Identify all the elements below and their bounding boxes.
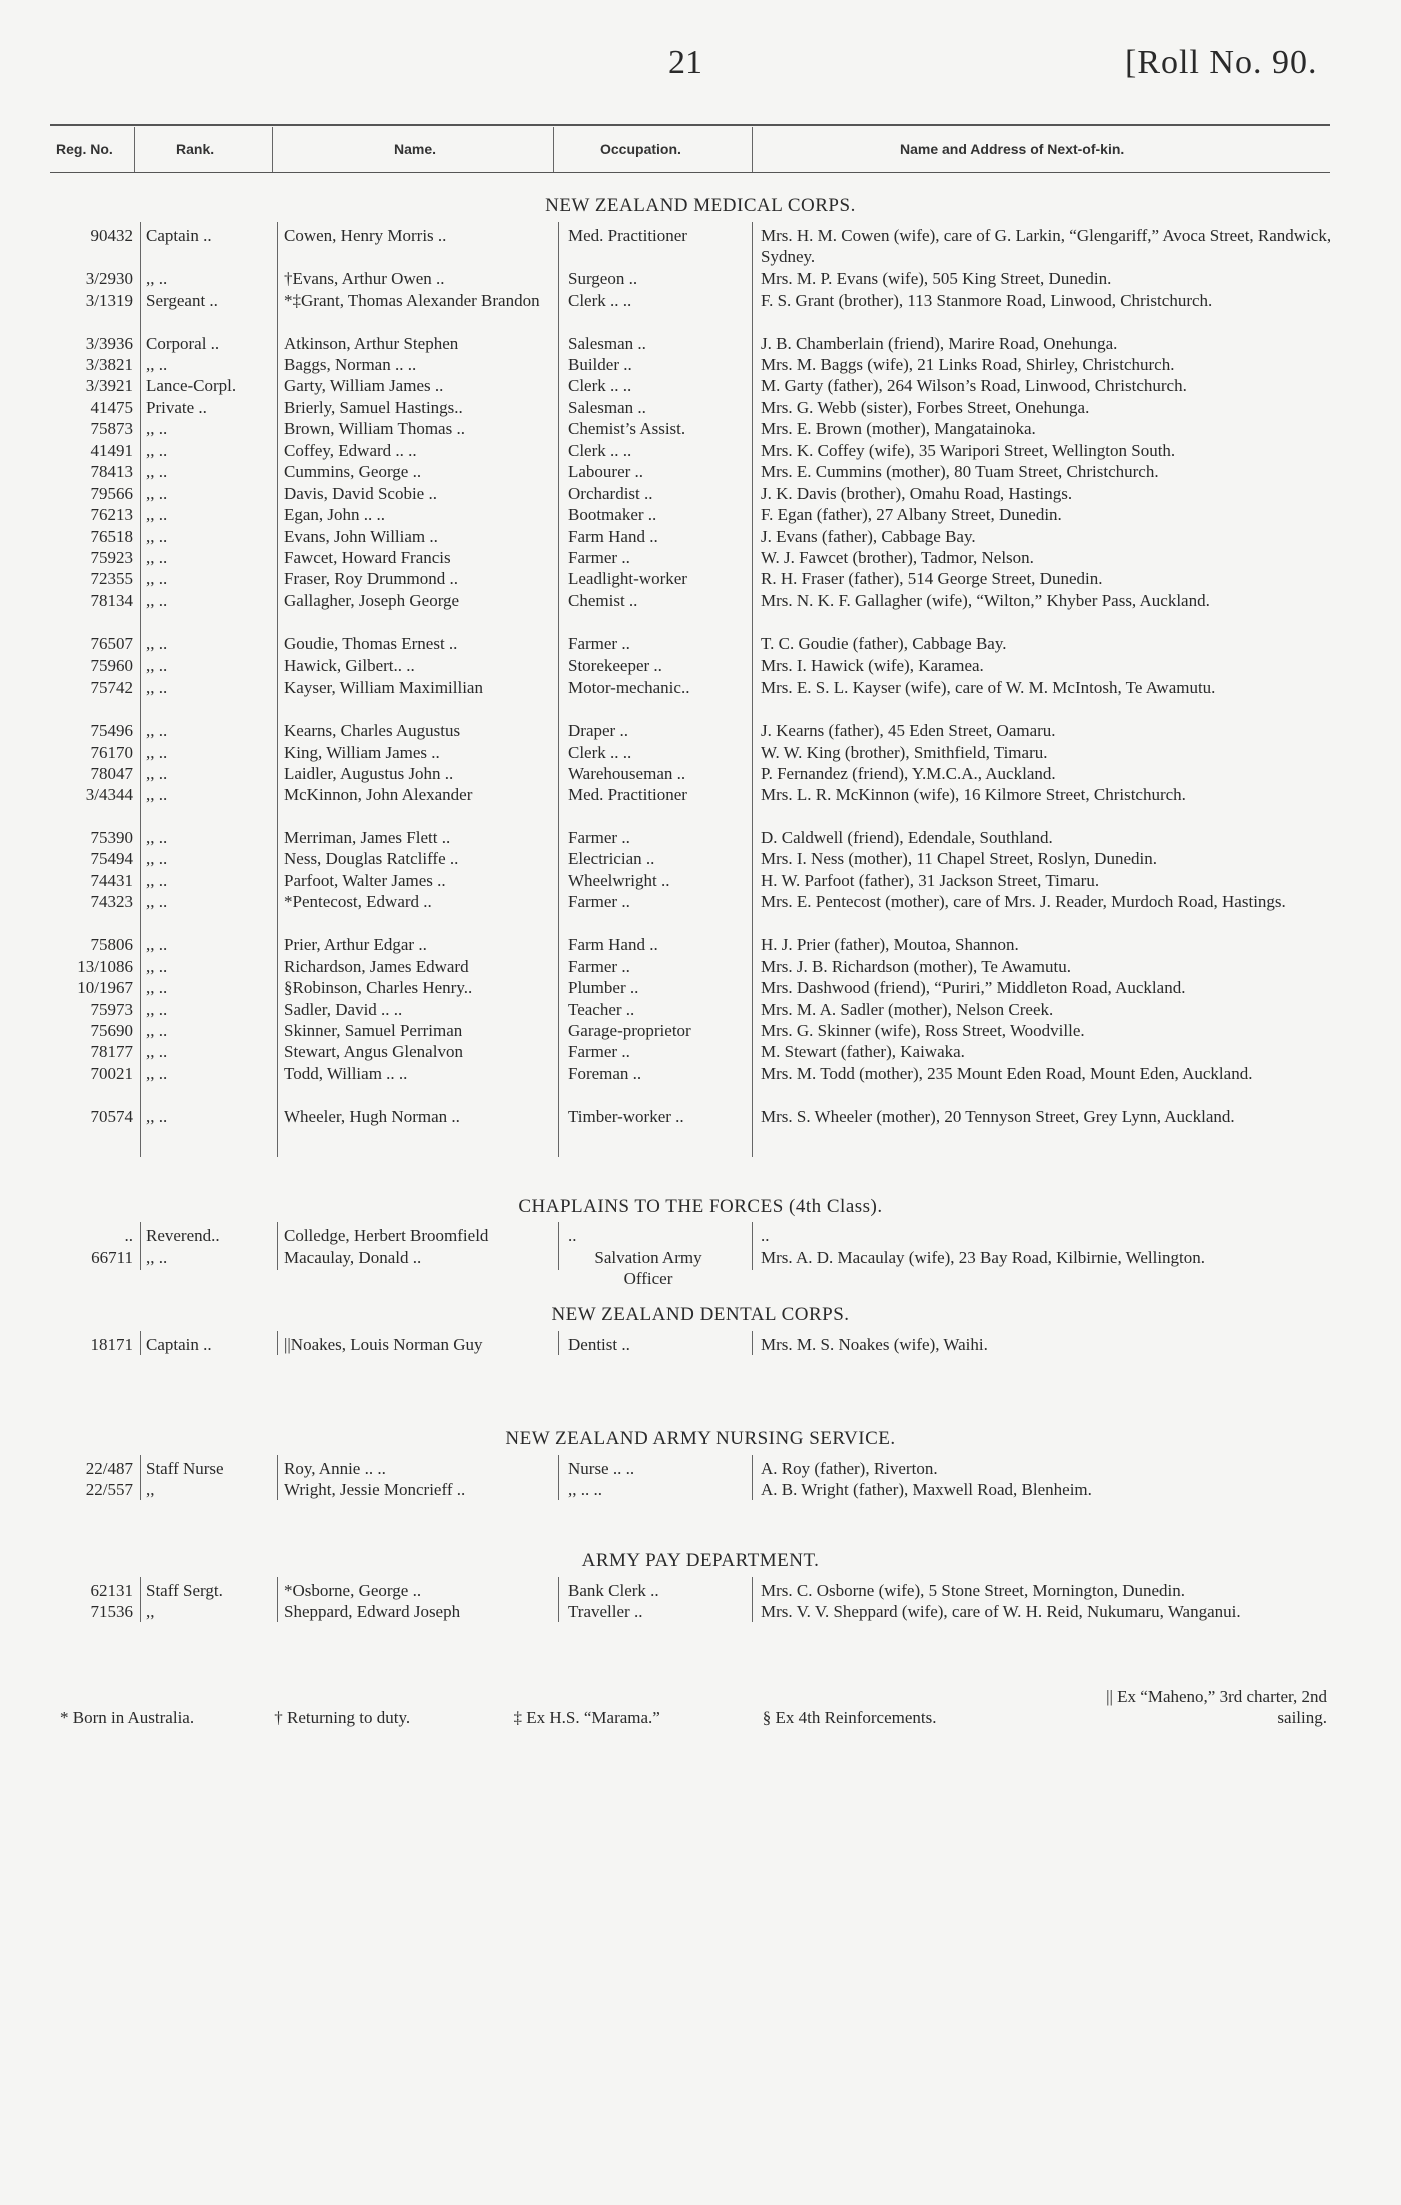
col-reg-header: Reg. No. xyxy=(56,141,113,157)
reg-number: 75494 xyxy=(90,849,133,868)
header-rule-bottom xyxy=(50,172,1330,173)
rank: ,, .. xyxy=(146,441,168,460)
soldier-name: Sadler, David .. .. xyxy=(284,1000,403,1019)
reg-number: 90432 xyxy=(90,226,133,245)
soldier-name: §Robinson, Charles Henry.. xyxy=(284,978,473,997)
occupation: Farmer .. xyxy=(568,548,630,567)
reg-number: 76507 xyxy=(90,634,133,653)
soldier-name: McKinnon, John Alexander xyxy=(284,785,473,804)
col-divider xyxy=(277,1222,278,1270)
reg-number: 62131 xyxy=(90,1581,133,1600)
reg-number: 71536 xyxy=(90,1602,133,1621)
rank: ,, .. xyxy=(146,743,168,762)
reg-number: 70021 xyxy=(90,1064,133,1083)
soldier-name: ||Noakes, Louis Norman Guy xyxy=(284,1335,483,1354)
reg-number: 74431 xyxy=(90,871,133,890)
next-of-kin: .. xyxy=(761,1226,770,1245)
reg-number: 75742 xyxy=(90,678,133,697)
soldier-name: Sheppard, Edward Joseph xyxy=(284,1602,461,1621)
rank: ,, .. xyxy=(146,1021,168,1040)
reg-number: 76213 xyxy=(90,505,133,524)
occupation: Storekeeper .. xyxy=(568,656,662,675)
occupation: Electrician .. xyxy=(568,849,655,868)
next-of-kin: Mrs. C. Osborne (wife), 5 Stone Street, Mornington, Dunedin. xyxy=(761,1581,1186,1600)
reg-number: 3/3821 xyxy=(85,355,133,374)
rank: ,, xyxy=(146,1480,155,1499)
occupation: Clerk .. .. xyxy=(568,291,632,310)
reg-number: 76170 xyxy=(90,743,133,762)
reg-number: 22/557 xyxy=(85,1480,133,1499)
reg-number: 13/1086 xyxy=(77,957,133,976)
soldier-name: Ness, Douglas Ratcliffe .. xyxy=(284,849,459,868)
next-of-kin: A. B. Wright (father), Maxwell Road, Blenheim. xyxy=(761,1480,1092,1499)
reg-number: 3/4344 xyxy=(85,785,133,804)
next-of-kin: P. Fernandez (friend), Y.M.C.A., Auckland. xyxy=(761,764,1056,783)
soldier-name: Parfoot, Walter James .. xyxy=(284,871,446,890)
reg-number: 3/3921 xyxy=(85,376,133,395)
occupation: Timber-worker .. xyxy=(568,1107,684,1126)
rank: Captain .. xyxy=(146,1335,212,1354)
footnote: § Ex 4th Reinforcements. xyxy=(762,1708,937,1727)
footnote: || Ex “Maheno,” 3rd charter, 2nd sailing. xyxy=(1106,1687,1327,1727)
col-divider xyxy=(558,1455,559,1500)
soldier-name: Cowen, Henry Morris .. xyxy=(284,226,447,245)
col-divider xyxy=(752,1222,753,1270)
next-of-kin: Mrs. H. M. Cowen (wife), care of G. Larkin, “Glengariff,” Avoca Street, Randwick, Sydney. xyxy=(761,226,1332,266)
soldier-name: King, William James .. xyxy=(284,743,440,762)
rank: ,, .. xyxy=(146,634,168,653)
next-of-kin: Mrs. A. D. Macaulay (wife), 23 Bay Road, Kilbirnie, Wellington. xyxy=(761,1248,1206,1267)
rank: ,, .. xyxy=(146,935,168,954)
soldier-name: Merriman, James Flett .. xyxy=(284,828,451,847)
soldier-name: Prier, Arthur Edgar .. xyxy=(284,935,427,954)
col-divider xyxy=(558,1577,559,1622)
occupation: Labourer .. xyxy=(568,462,644,481)
next-of-kin: Mrs. M. Todd (mother), 235 Mount Eden Road, Mount Eden, Auckland. xyxy=(761,1064,1253,1083)
page-number: 21 xyxy=(668,44,702,81)
occupation: Med. Practitioner xyxy=(568,226,687,245)
next-of-kin: Mrs. G. Webb (sister), Forbes Street, Onehunga. xyxy=(761,398,1090,417)
section-title: CHAPLAINS TO THE FORCES (4th Class). xyxy=(518,1196,883,1217)
reg-number: 75496 xyxy=(90,721,133,740)
col-divider xyxy=(140,1577,141,1622)
col-divider xyxy=(752,1455,753,1500)
next-of-kin: Mrs. K. Coffey (wife), 35 Waripori Street, Wellington South. xyxy=(761,441,1176,460)
next-of-kin: Mrs. V. V. Sheppard (wife), care of W. H. Reid, Nukumaru, Wanganui. xyxy=(761,1602,1241,1621)
occupation: Clerk .. .. xyxy=(568,743,632,762)
reg-number: 76518 xyxy=(90,527,133,546)
next-of-kin: Mrs. E. Cummins (mother), 80 Tuam Street, Christchurch. xyxy=(761,462,1159,481)
soldier-name: Goudie, Thomas Ernest .. xyxy=(284,634,458,653)
rank: Corporal .. xyxy=(146,334,220,353)
reg-number: 75923 xyxy=(90,548,133,567)
occupation: Draper .. xyxy=(568,721,628,740)
reg-number: 3/1319 xyxy=(85,291,133,310)
occupation: Motor-mechanic.. xyxy=(568,678,690,697)
col-name-header: Name. xyxy=(394,141,437,157)
rank: ,, .. xyxy=(146,764,168,783)
soldier-name: Macaulay, Donald .. xyxy=(284,1248,422,1267)
rank: ,, .. xyxy=(146,419,168,438)
col-occupation-header: Occupation. xyxy=(600,141,681,157)
soldier-name: Richardson, James Edward xyxy=(284,957,469,976)
occupation: Warehouseman .. xyxy=(568,764,686,783)
next-of-kin: D. Caldwell (friend), Edendale, Southland. xyxy=(761,828,1053,847)
reg-number: 75873 xyxy=(90,419,133,438)
occupation: Salvation Army Officer xyxy=(594,1248,702,1288)
reg-number: 75806 xyxy=(90,935,133,954)
rank: ,, .. xyxy=(146,505,168,524)
soldier-name: Laidler, Augustus John .. xyxy=(284,764,454,783)
next-of-kin: Mrs. G. Skinner (wife), Ross Street, Woodville. xyxy=(761,1021,1085,1040)
soldier-name: Coffey, Edward .. .. xyxy=(284,441,417,460)
next-of-kin: Mrs. E. S. L. Kayser (wife), care of W. M. McIntosh, Te Awamutu. xyxy=(761,678,1216,697)
soldier-name: *Osborne, George .. xyxy=(284,1581,422,1600)
rank: ,, .. xyxy=(146,591,168,610)
next-of-kin: H. J. Prier (father), Moutoa, Shannon. xyxy=(761,935,1019,954)
occupation: Salesman .. xyxy=(568,398,646,417)
reg-number: 72355 xyxy=(90,569,133,588)
rank: ,, .. xyxy=(146,721,168,740)
next-of-kin: Mrs. M. A. Sadler (mother), Nelson Creek. xyxy=(761,1000,1054,1019)
occupation: Farmer .. xyxy=(568,634,630,653)
rank: ,, .. xyxy=(146,484,168,503)
occupation: Farmer .. xyxy=(568,828,630,847)
soldier-name: Colledge, Herbert Broomfield xyxy=(284,1226,489,1245)
rank: ,, .. xyxy=(146,548,168,567)
next-of-kin: Mrs. N. K. F. Gallagher (wife), “Wilton,” Khyber Pass, Auckland. xyxy=(761,591,1210,610)
soldier-name: Stewart, Angus Glenalvon xyxy=(284,1042,463,1061)
soldier-name: Fawcet, Howard Francis xyxy=(284,548,451,567)
rank: ,, .. xyxy=(146,269,168,288)
next-of-kin: J. Kearns (father), 45 Eden Street, Oamaru. xyxy=(761,721,1056,740)
next-of-kin: R. H. Fraser (father), 514 George Street, Dunedin. xyxy=(761,569,1103,588)
next-of-kin: J. Evans (father), Cabbage Bay. xyxy=(761,527,976,546)
next-of-kin: Mrs. M. S. Noakes (wife), Waihi. xyxy=(761,1335,988,1354)
soldier-name: Kearns, Charles Augustus xyxy=(284,721,461,740)
reg-number: 70574 xyxy=(90,1107,133,1126)
reg-number: 75690 xyxy=(90,1021,133,1040)
rank: ,, .. xyxy=(146,871,168,890)
next-of-kin: Mrs. E. Brown (mother), Mangatainoka. xyxy=(761,419,1036,438)
col-divider xyxy=(277,1331,278,1355)
occupation: Teacher .. xyxy=(568,1000,635,1019)
next-of-kin: Mrs. J. B. Richardson (mother), Te Awamutu. xyxy=(761,957,1071,976)
col-divider xyxy=(140,1455,141,1500)
col-divider xyxy=(277,1577,278,1622)
rank: ,, .. xyxy=(146,462,168,481)
header-rule-top xyxy=(50,124,1330,126)
occupation: Bank Clerk .. xyxy=(568,1581,659,1600)
next-of-kin: M. Garty (father), 264 Wilson’s Road, Linwood, Christchurch. xyxy=(761,376,1187,395)
occupation: Dentist .. xyxy=(568,1335,630,1354)
col-divider xyxy=(277,222,278,1157)
reg-number: 22/487 xyxy=(85,1459,133,1478)
reg-number: .. xyxy=(124,1226,133,1245)
reg-number: 75973 xyxy=(90,1000,133,1019)
rank: Sergeant .. xyxy=(146,291,218,310)
rank: ,, .. xyxy=(146,892,168,911)
section-title: NEW ZEALAND DENTAL CORPS. xyxy=(551,1304,850,1325)
rank: Captain .. xyxy=(146,226,212,245)
section-title: NEW ZEALAND ARMY NURSING SERVICE. xyxy=(505,1428,896,1449)
col-divider xyxy=(752,127,753,172)
soldier-name: Wright, Jessie Moncrieff .. xyxy=(284,1480,466,1499)
soldier-name: Fraser, Roy Drummond .. xyxy=(284,569,459,588)
col-divider xyxy=(558,1331,559,1355)
next-of-kin: Mrs. I. Hawick (wife), Karamea. xyxy=(761,656,984,675)
soldier-name: Todd, William .. .. xyxy=(284,1064,408,1083)
col-rank-header: Rank. xyxy=(176,141,215,157)
col-nok-header: Name and Address of Next-of-kin. xyxy=(900,141,1125,157)
occupation: Salesman .. xyxy=(568,334,646,353)
rank: ,, .. xyxy=(146,355,168,374)
footnote: † Returning to duty. xyxy=(274,1708,411,1727)
rank: ,, .. xyxy=(146,1248,168,1267)
col-divider xyxy=(752,1577,753,1622)
occupation: Nurse .. .. xyxy=(568,1459,635,1478)
footnote: * Born in Australia. xyxy=(60,1708,195,1727)
occupation: Traveller .. xyxy=(568,1602,643,1621)
reg-number: 3/3936 xyxy=(85,334,133,353)
next-of-kin: Mrs. L. R. McKinnon (wife), 16 Kilmore Street, Christchurch. xyxy=(761,785,1186,804)
rank: ,, .. xyxy=(146,1064,168,1083)
col-divider xyxy=(277,1455,278,1500)
soldier-name: *Pentecost, Edward .. xyxy=(284,892,432,911)
next-of-kin: Mrs. S. Wheeler (mother), 20 Tennyson Street, Grey Lynn, Auckland. xyxy=(761,1107,1235,1126)
occupation: Bootmaker .. xyxy=(568,505,657,524)
col-divider xyxy=(558,1222,559,1270)
reg-number: 78047 xyxy=(90,764,133,783)
rank: Staff Sergt. xyxy=(146,1581,223,1600)
rank: ,, .. xyxy=(146,678,168,697)
occupation: Clerk .. .. xyxy=(568,441,632,460)
rank: Lance-Corpl. xyxy=(146,376,237,395)
col-divider xyxy=(134,127,135,172)
next-of-kin: H. W. Parfoot (father), 31 Jackson Street, Timaru. xyxy=(761,871,1100,890)
occupation: Chemist .. xyxy=(568,591,638,610)
reg-number: 78413 xyxy=(90,462,133,481)
rank: ,, .. xyxy=(146,569,168,588)
occupation: Orchardist .. xyxy=(568,484,653,503)
occupation: Plumber .. xyxy=(568,978,639,997)
soldier-name: Brierly, Samuel Hastings.. xyxy=(284,398,463,417)
occupation: Med. Practitioner xyxy=(568,785,687,804)
rank: ,, .. xyxy=(146,1000,168,1019)
col-divider xyxy=(140,1222,141,1270)
next-of-kin: T. C. Goudie (father), Cabbage Bay. xyxy=(761,634,1007,653)
reg-number: 18171 xyxy=(90,1335,133,1354)
col-divider xyxy=(752,1331,753,1355)
roll-number: [Roll No. 90. xyxy=(1125,44,1318,81)
col-divider xyxy=(553,127,554,172)
next-of-kin: Mrs. Dashwood (friend), “Puriri,” Middleton Road, Auckland. xyxy=(761,978,1186,997)
rank: ,, .. xyxy=(146,527,168,546)
reg-number: 74323 xyxy=(90,892,133,911)
reg-number: 78177 xyxy=(90,1042,133,1061)
next-of-kin: W. W. King (brother), Smithfield, Timaru. xyxy=(761,743,1048,762)
reg-number: 41491 xyxy=(90,441,133,460)
reg-number: 78134 xyxy=(90,591,133,610)
soldier-name: Brown, William Thomas .. xyxy=(284,419,465,438)
occupation: Wheelwright .. xyxy=(568,871,670,890)
soldier-name: Roy, Annie .. .. xyxy=(284,1459,386,1478)
col-divider xyxy=(140,1331,141,1355)
soldier-name: Wheeler, Hugh Norman .. xyxy=(284,1107,460,1126)
soldier-name: *‡Grant, Thomas Alexander Brandon xyxy=(284,291,540,310)
reg-number: 75960 xyxy=(90,656,133,675)
occupation: Leadlight-worker xyxy=(568,569,687,588)
next-of-kin: Mrs. I. Ness (mother), 11 Chapel Street, Roslyn, Dunedin. xyxy=(761,849,1157,868)
rank: ,, .. xyxy=(146,849,168,868)
next-of-kin: A. Roy (father), Riverton. xyxy=(761,1459,938,1478)
occupation: Foreman .. xyxy=(568,1064,642,1083)
footnotes xyxy=(60,1686,1350,1728)
soldier-name: Atkinson, Arthur Stephen xyxy=(284,334,459,353)
rank: Reverend.. xyxy=(146,1226,220,1245)
rank: ,, .. xyxy=(146,1107,168,1126)
rank: ,, .. xyxy=(146,1042,168,1061)
soldier-name: Egan, John .. .. xyxy=(284,505,386,524)
rank: Private .. xyxy=(146,398,207,417)
reg-number: 41475 xyxy=(90,398,133,417)
rank: ,, xyxy=(146,1602,155,1621)
next-of-kin: Mrs. E. Pentecost (mother), care of Mrs. J. Reader, Murdoch Road, Hastings. xyxy=(761,892,1286,911)
rank: ,, .. xyxy=(146,957,168,976)
soldier-name: Gallagher, Joseph George xyxy=(284,591,460,610)
soldier-name: Hawick, Gilbert.. .. xyxy=(284,656,415,675)
next-of-kin: J. B. Chamberlain (friend), Marire Road, Onehunga. xyxy=(761,334,1118,353)
col-divider xyxy=(140,222,141,1157)
reg-number: 79566 xyxy=(90,484,133,503)
rank: Staff Nurse xyxy=(146,1459,224,1478)
rank: ,, .. xyxy=(146,656,168,675)
reg-number: 10/1967 xyxy=(77,978,133,997)
occupation: Surgeon .. xyxy=(568,269,638,288)
soldier-name: Baggs, Norman .. .. xyxy=(284,355,417,374)
rank: ,, .. xyxy=(146,785,168,804)
reg-number: 75390 xyxy=(90,828,133,847)
col-divider xyxy=(272,127,273,172)
occupation: Clerk .. .. xyxy=(568,376,632,395)
soldier-name: †Evans, Arthur Owen .. xyxy=(284,269,445,288)
soldier-name: Garty, William James .. xyxy=(284,376,444,395)
footnote: ‡ Ex H.S. “Marama.” xyxy=(513,1708,660,1727)
occupation: Builder .. xyxy=(568,355,632,374)
next-of-kin: F. Egan (father), 27 Albany Street, Dunedin. xyxy=(761,505,1062,524)
soldier-name: Kayser, William Maximillian xyxy=(284,678,483,697)
rank: ,, .. xyxy=(146,828,168,847)
rank: ,, .. xyxy=(146,978,168,997)
soldier-name: Skinner, Samuel Perriman xyxy=(284,1021,463,1040)
next-of-kin: Mrs. M. P. Evans (wife), 505 King Street, Dunedin. xyxy=(761,269,1112,288)
occupation: Farmer .. xyxy=(568,957,630,976)
occupation: Farm Hand .. xyxy=(568,935,658,954)
soldier-name: Davis, David Scobie .. xyxy=(284,484,437,503)
soldier-name: Cummins, George .. xyxy=(284,462,422,481)
next-of-kin: W. J. Fawcet (brother), Tadmor, Nelson. xyxy=(761,548,1034,567)
next-of-kin: F. S. Grant (brother), 113 Stanmore Road, Linwood, Christchurch. xyxy=(761,291,1213,310)
reg-number: 3/2930 xyxy=(85,269,133,288)
next-of-kin: M. Stewart (father), Kaiwaka. xyxy=(761,1042,965,1061)
reg-number: 66711 xyxy=(91,1248,133,1267)
occupation: Chemist’s Assist. xyxy=(568,419,686,438)
next-of-kin: J. K. Davis (brother), Omahu Road, Hastings. xyxy=(761,484,1073,503)
section-title: ARMY PAY DEPARTMENT. xyxy=(581,1550,820,1571)
occupation: Garage-proprietor xyxy=(568,1021,691,1040)
occupation: .. xyxy=(568,1226,577,1245)
next-of-kin: Mrs. M. Baggs (wife), 21 Links Road, Shirley, Christchurch. xyxy=(761,355,1175,374)
section-title: NEW ZEALAND MEDICAL CORPS. xyxy=(545,195,856,216)
occupation: Farm Hand .. xyxy=(568,527,658,546)
col-divider xyxy=(752,222,753,1157)
col-divider xyxy=(558,222,559,1157)
soldier-name: Evans, John William .. xyxy=(284,527,438,546)
occupation: Farmer .. xyxy=(568,892,630,911)
occupation: Farmer .. xyxy=(568,1042,630,1061)
occupation: ,, .. .. xyxy=(568,1480,602,1499)
